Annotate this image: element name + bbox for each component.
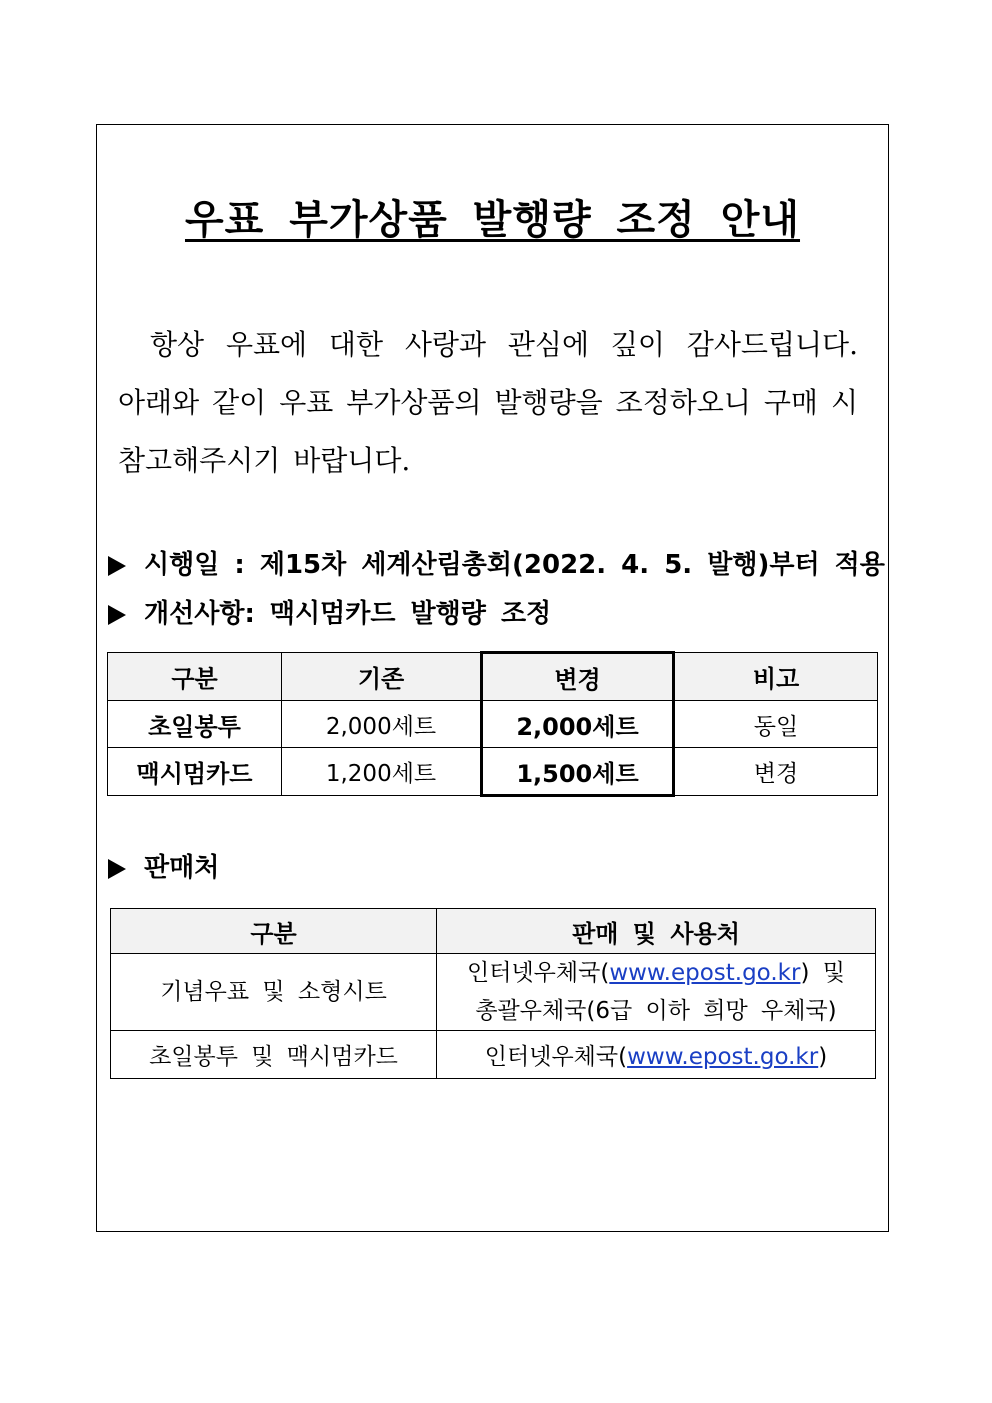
quantity-cell-category: 초일봉투 [108,701,282,748]
table-row [108,748,878,796]
intro-line-1: 항상 우표에 대한 사랑과 관심에 깊이 감사드립니다. [150,328,858,361]
bullet-effective-date-text: 시행일 : 제15차 세계산림총회(2022. 4. 5. 발행)부터 적용 [144,550,885,580]
quantity-cell-note: 변경 [674,748,878,796]
sales-header-category: 구분 [111,909,437,954]
triangle-bullet-icon [108,605,126,625]
sales-place-prefix: 인터넷우체국( [467,960,610,986]
sales-cell-category: 초일봉투 및 맥시멈카드 [111,1031,437,1079]
sales-table [110,908,876,1079]
quantity-table [107,651,878,797]
page-title-text: 우표 부가상품 발행량 조정 안내 [184,197,801,243]
triangle-bullet-icon [108,859,126,879]
sales-cell-category: 기념우표 및 소형시트 [111,954,437,1031]
quantity-header-after: 변경 [482,653,674,701]
quantity-cell-before: 1,200세트 [282,748,482,796]
epost-link[interactable]: www.epost.go.kr [609,960,801,986]
quantity-header-note: 비고 [674,653,878,701]
sales-place-line2: 총괄우체국(6급 이하 희망 우체국) [475,998,837,1024]
sales-place-prefix: 인터넷우체국( [484,1044,628,1070]
table-row [111,954,876,1031]
quantity-cell-after: 2,000세트 [482,701,674,748]
table-row [111,1031,876,1079]
quantity-cell-after: 1,500세트 [482,748,674,796]
bullet-improvement [108,596,551,632]
quantity-header-category: 구분 [108,653,282,701]
triangle-bullet-icon [108,556,126,576]
sales-cell-place [437,954,876,1031]
intro-line-3: 참고해주시기 바랍니다. [118,444,411,477]
intro-paragraph [118,316,858,490]
bullet-sales [108,850,219,886]
bullet-sales-text: 판매처 [144,853,220,883]
bullet-improvement-text: 개선사항: 맥시멈카드 발행량 조정 [144,599,552,629]
bullet-effective-date [108,547,885,583]
quantity-cell-category: 맥시멈카드 [108,748,282,796]
quantity-cell-note: 동일 [674,701,878,748]
table-row [108,701,878,748]
sales-table-header-row [111,909,876,954]
quantity-cell-before: 2,000세트 [282,701,482,748]
sales-cell-place [437,1031,876,1079]
quantity-header-before: 기존 [282,653,482,701]
sales-place-suffix: ) 및 [800,960,845,986]
sales-place-suffix: ) [818,1044,828,1070]
page-title [96,192,889,248]
intro-line-2: 아래와 같이 우표 부가상품의 발행량을 조정하오니 구매 시 [118,386,858,419]
sales-header-place: 판매 및 사용처 [437,909,876,954]
epost-link[interactable]: www.epost.go.kr [627,1044,819,1070]
quantity-table-header-row [108,653,878,701]
